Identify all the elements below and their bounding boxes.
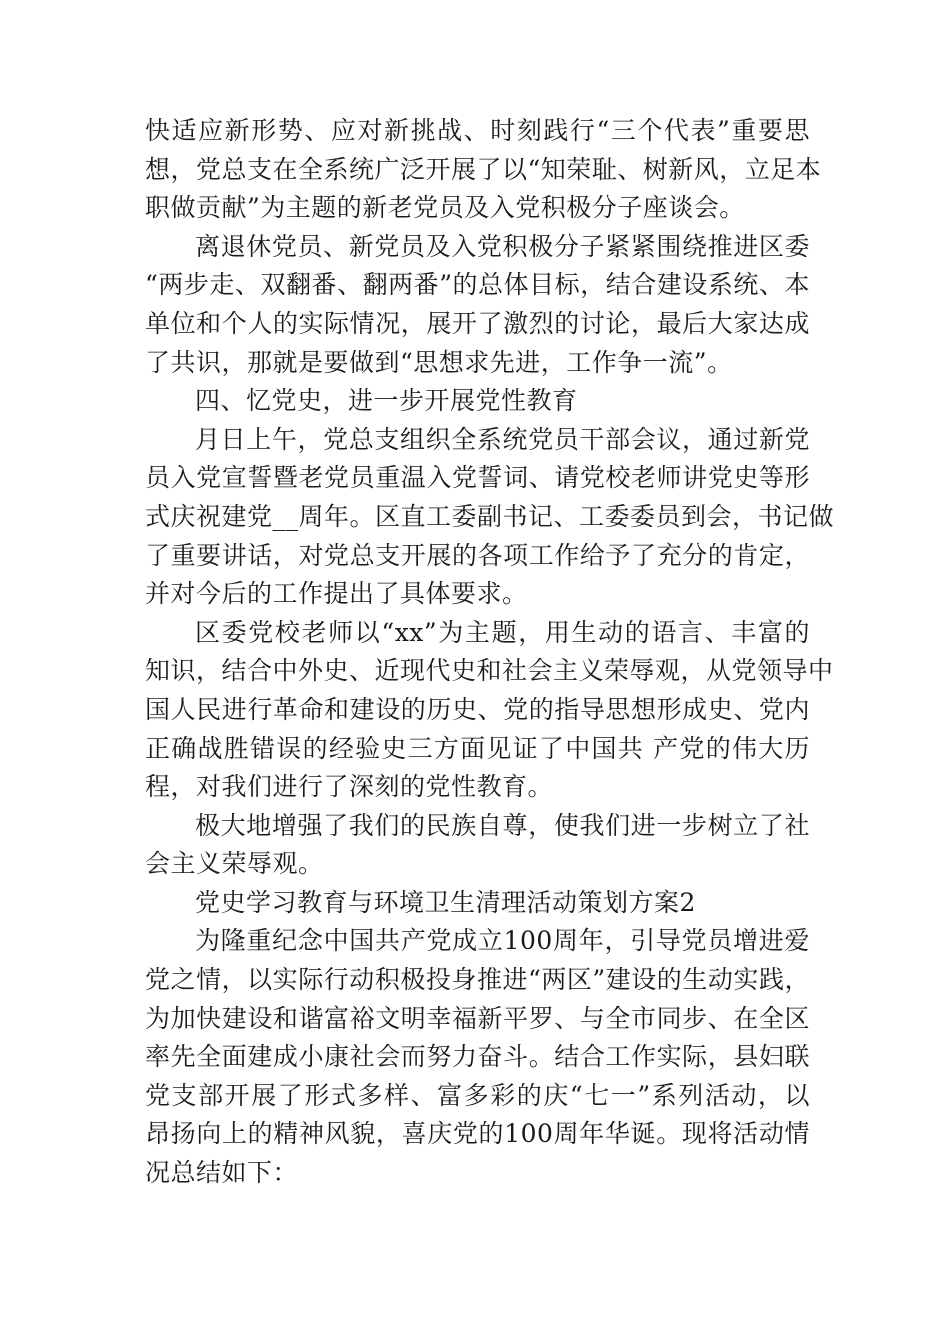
text-line: 单位和个人的实际情况，展开了激烈的讨论，最后大家达成 <box>145 308 810 338</box>
paragraph <box>145 922 810 1192</box>
text-line: “两步走、双翻番、翻两番”的总体目标，结合建设系统、本 <box>145 270 810 300</box>
paragraph <box>145 884 810 923</box>
paragraph <box>145 421 835 614</box>
text-line: 快适应新形势、应对新挑战、时刻践行“三个代表”重要思 <box>145 116 810 145</box>
text-line: 离退休党员、新党员及入党积极分子紧紧围绕推进区委 <box>195 231 810 261</box>
paragraph <box>145 382 810 421</box>
paragraph <box>145 614 834 807</box>
text-line: 正确战胜错误的经验史三方面见证了中国共 产党的伟大历 <box>145 733 810 763</box>
text-line: 昂扬向上的精神风貌，喜庆党的100周年华诞。现将活动情 <box>145 1119 810 1149</box>
text-line: 为加快建设和谐富裕文明幸福新平罗、与全市同步、在全区 <box>145 1003 810 1033</box>
text-line: 并对今后的工作提出了具体要求。 <box>145 579 528 609</box>
text-line: 月日上午，党总支组织全系统党员干部会议，通过新党 <box>195 424 810 454</box>
paragraph <box>145 112 822 228</box>
text-line: 职做贡献”为主题的新老党员及入党积极分子座谈会。 <box>145 193 745 223</box>
text-line: 党之情，以实际行动积极投身推进“两区”建设的生动实践， <box>145 965 810 995</box>
text-line: 党史学习教育与环境卫生清理活动策划方案2 <box>195 887 696 917</box>
document-body <box>145 112 835 1193</box>
text-line: 四、忆党史，进一步开展党性教育 <box>195 386 578 416</box>
text-line: 了重要讲话，对党总支开展的各项工作给予了充分的肯定， <box>145 540 810 570</box>
text-line: 知识，结合中外史、近现代史和社会主义荣辱观，从党领导中 <box>145 656 834 686</box>
text-line: 党支部开展了形式多样、富多彩的庆“七一”系列活动，以 <box>145 1080 810 1110</box>
text-line: 式庆祝建党__周年。区直工委副书记、工委委员到会，书记做 <box>145 501 835 531</box>
text-line: 区委党校老师以“xx”为主题，用生动的语言、丰富的 <box>195 617 810 647</box>
text-line: 为隆重纪念中国共产党成立100周年，引导党员增进爱 <box>195 926 810 956</box>
text-line: 率先全面建成小康社会而努力奋斗。结合工作实际，县妇联 <box>145 1042 810 1072</box>
text-line: 了共识，那就是要做到“思想求先进，工作争一流”。 <box>145 347 733 377</box>
text-line: 极大地增强了我们的民族自尊，使我们进一步树立了社 <box>195 810 810 840</box>
text-line: 会主义荣辱观。 <box>145 849 324 879</box>
text-line: 程，对我们进行了深刻的党性教育。 <box>145 772 554 802</box>
text-line: 想，党总支在全系统广泛开展了以“知荣耻、树新风，立足本 <box>145 154 822 184</box>
text-line: 况总结如下： <box>145 1158 299 1188</box>
paragraph <box>145 807 810 884</box>
paragraph <box>145 228 810 382</box>
text-line: 员入党宣誓暨老党员重温入党誓词、请党校老师讲党史等形 <box>145 463 810 493</box>
text-line: 国人民进行革命和建设的历史、党的指导思想形成史、党内 <box>145 694 810 724</box>
